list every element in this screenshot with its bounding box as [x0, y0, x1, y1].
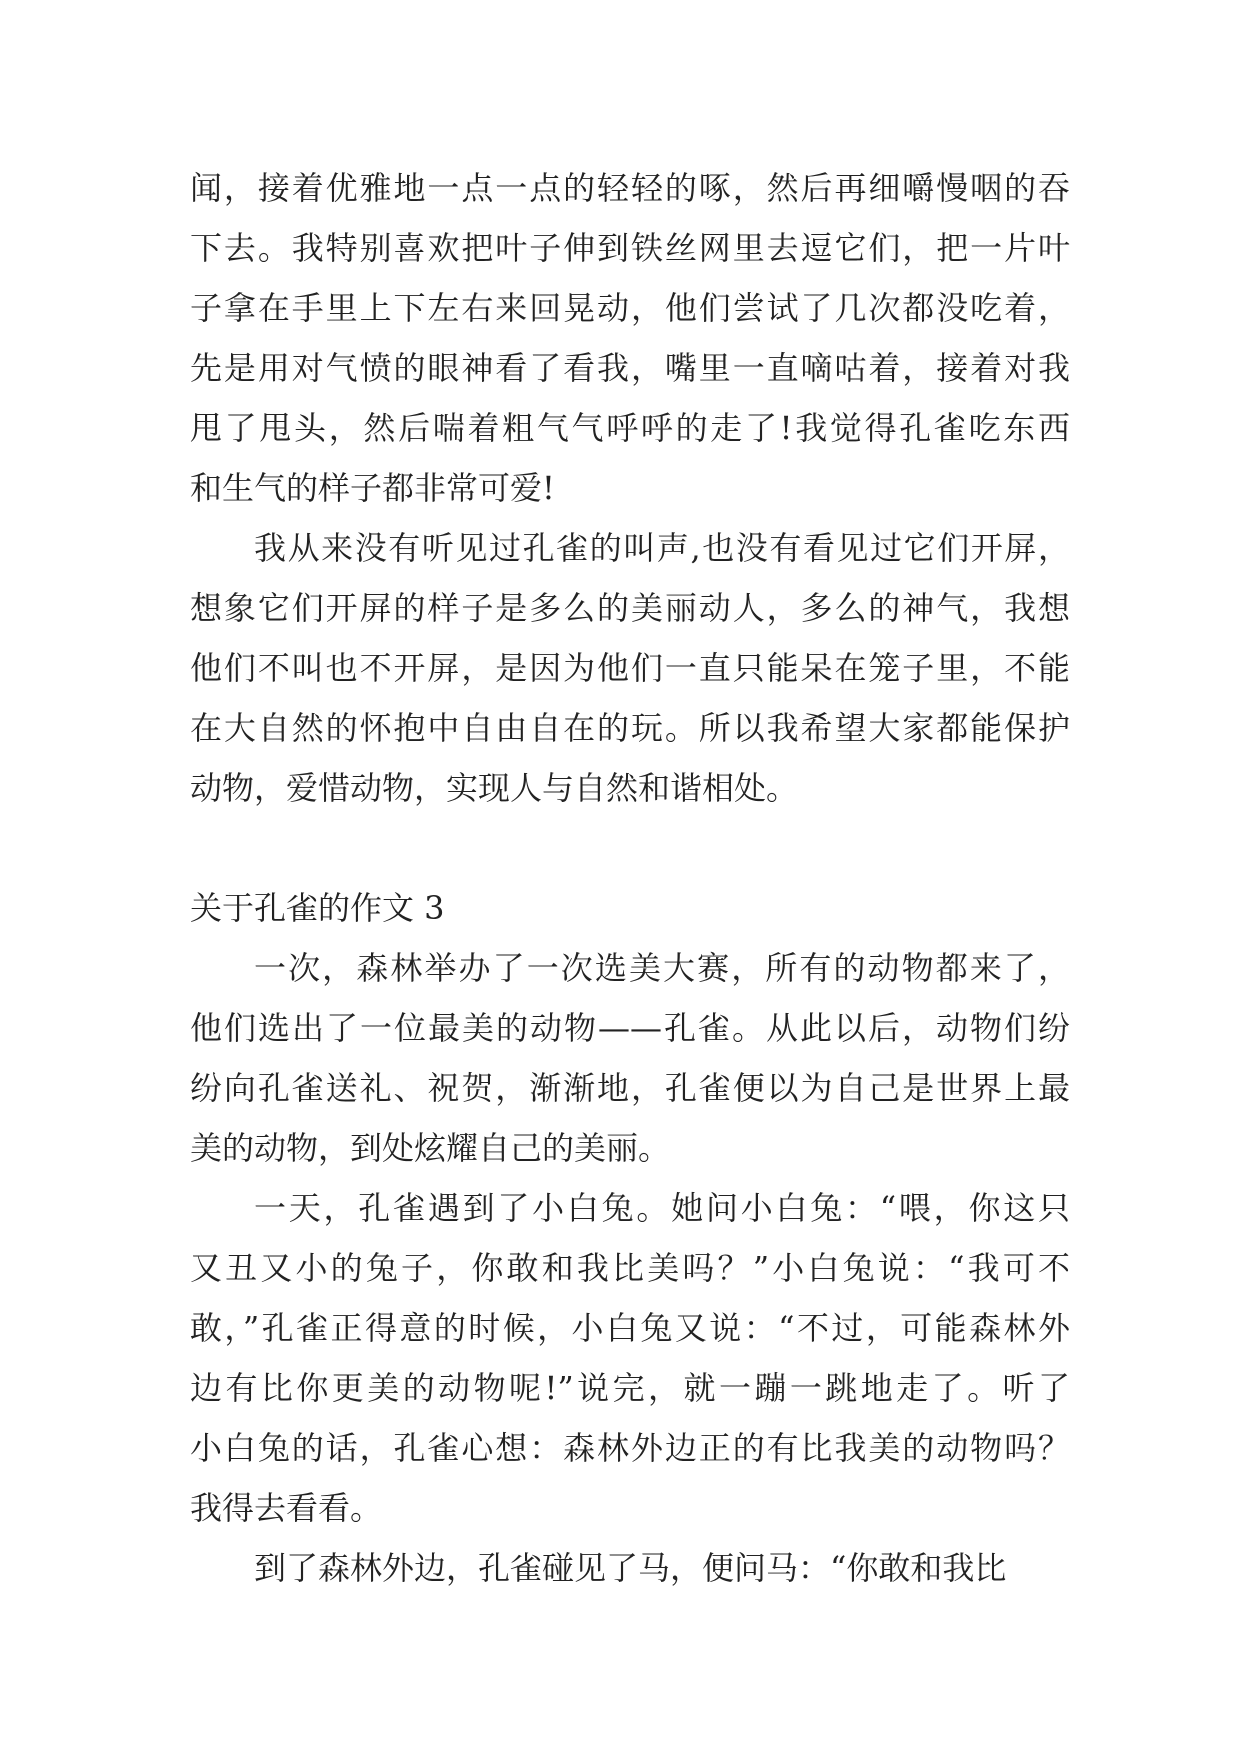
- text-line: 一天，孔雀遇到了小白兔。她问小白兔：“喂，你这只: [254, 1189, 1070, 1227]
- text-line: 美的动物，到处炫耀自己的美丽。: [190, 1129, 671, 1167]
- text-line: 先是用对气愤的眼神看了看我，嘴里一直嘀咕着，接着对我: [190, 349, 1070, 387]
- text-line: 我从来没有听见过孔雀的叫声,也没有看见过它们开屏，: [254, 529, 1070, 567]
- text-line: 和生气的样子都非常可爱!: [190, 469, 555, 507]
- text-line: 闻，接着优雅地一点一点的轻轻的啄，然后再细嚼慢咽的吞: [190, 169, 1070, 207]
- text-line: 动物，爱惜动物，实现人与自然和谐相处。: [190, 769, 799, 807]
- paragraph-beauty-contest: [190, 938, 1070, 1178]
- section-heading: 关于孔雀的作文 3: [190, 889, 445, 927]
- text-line: 又丑又小的兔子，你敢和我比美吗？”小白兔说：“我可不: [190, 1249, 1070, 1287]
- text-line: 他们不叫也不开屏，是因为他们一直只能呆在笼子里，不能: [190, 649, 1070, 687]
- text-line: 小白兔的话，孔雀心想：森林外边正的有比我美的动物吗？: [190, 1429, 1070, 1467]
- text-line: 在大自然的怀抱中自由自在的玩。所以我希望大家都能保护: [190, 709, 1070, 747]
- paragraph-peacock-eating: [190, 158, 1070, 518]
- text-line: 下去。我特别喜欢把叶子伸到铁丝网里去逗它们，把一片叶: [190, 229, 1070, 267]
- paragraph-horse: [190, 1538, 1070, 1598]
- text-line: 敢，”孔雀正得意的时候，小白兔又说：“不过，可能森林外: [190, 1309, 1070, 1347]
- text-line: 纷向孔雀送礼、祝贺，渐渐地，孔雀便以为自己是世界上最: [190, 1069, 1070, 1107]
- text-line: 甩了甩头，然后喘着粗气气呼呼的走了!我觉得孔雀吃东西: [190, 409, 1070, 447]
- paragraph-protect-animals: [190, 518, 1070, 818]
- text-line: 一次，森林举办了一次选美大赛，所有的动物都来了，: [254, 949, 1070, 987]
- text-line: 想象它们开屏的样子是多么的美丽动人，多么的神气，我想: [190, 589, 1070, 627]
- text-line: 边有比你更美的动物呢!”说完，就一蹦一跳地走了。听了: [190, 1369, 1070, 1407]
- text-line: 他们选出了一位最美的动物——孔雀。从此以后，动物们纷: [190, 1009, 1070, 1047]
- text-line: 我得去看看。: [190, 1489, 383, 1527]
- document-body: [190, 158, 1070, 1598]
- text-line: 到了森林外边，孔雀碰见了马，便问马：“你敢和我比: [254, 1549, 1007, 1587]
- text-line: 子拿在手里上下左右来回晃动，他们尝试了几次都没吃着，: [190, 289, 1070, 327]
- paragraph-white-rabbit: [190, 1178, 1070, 1538]
